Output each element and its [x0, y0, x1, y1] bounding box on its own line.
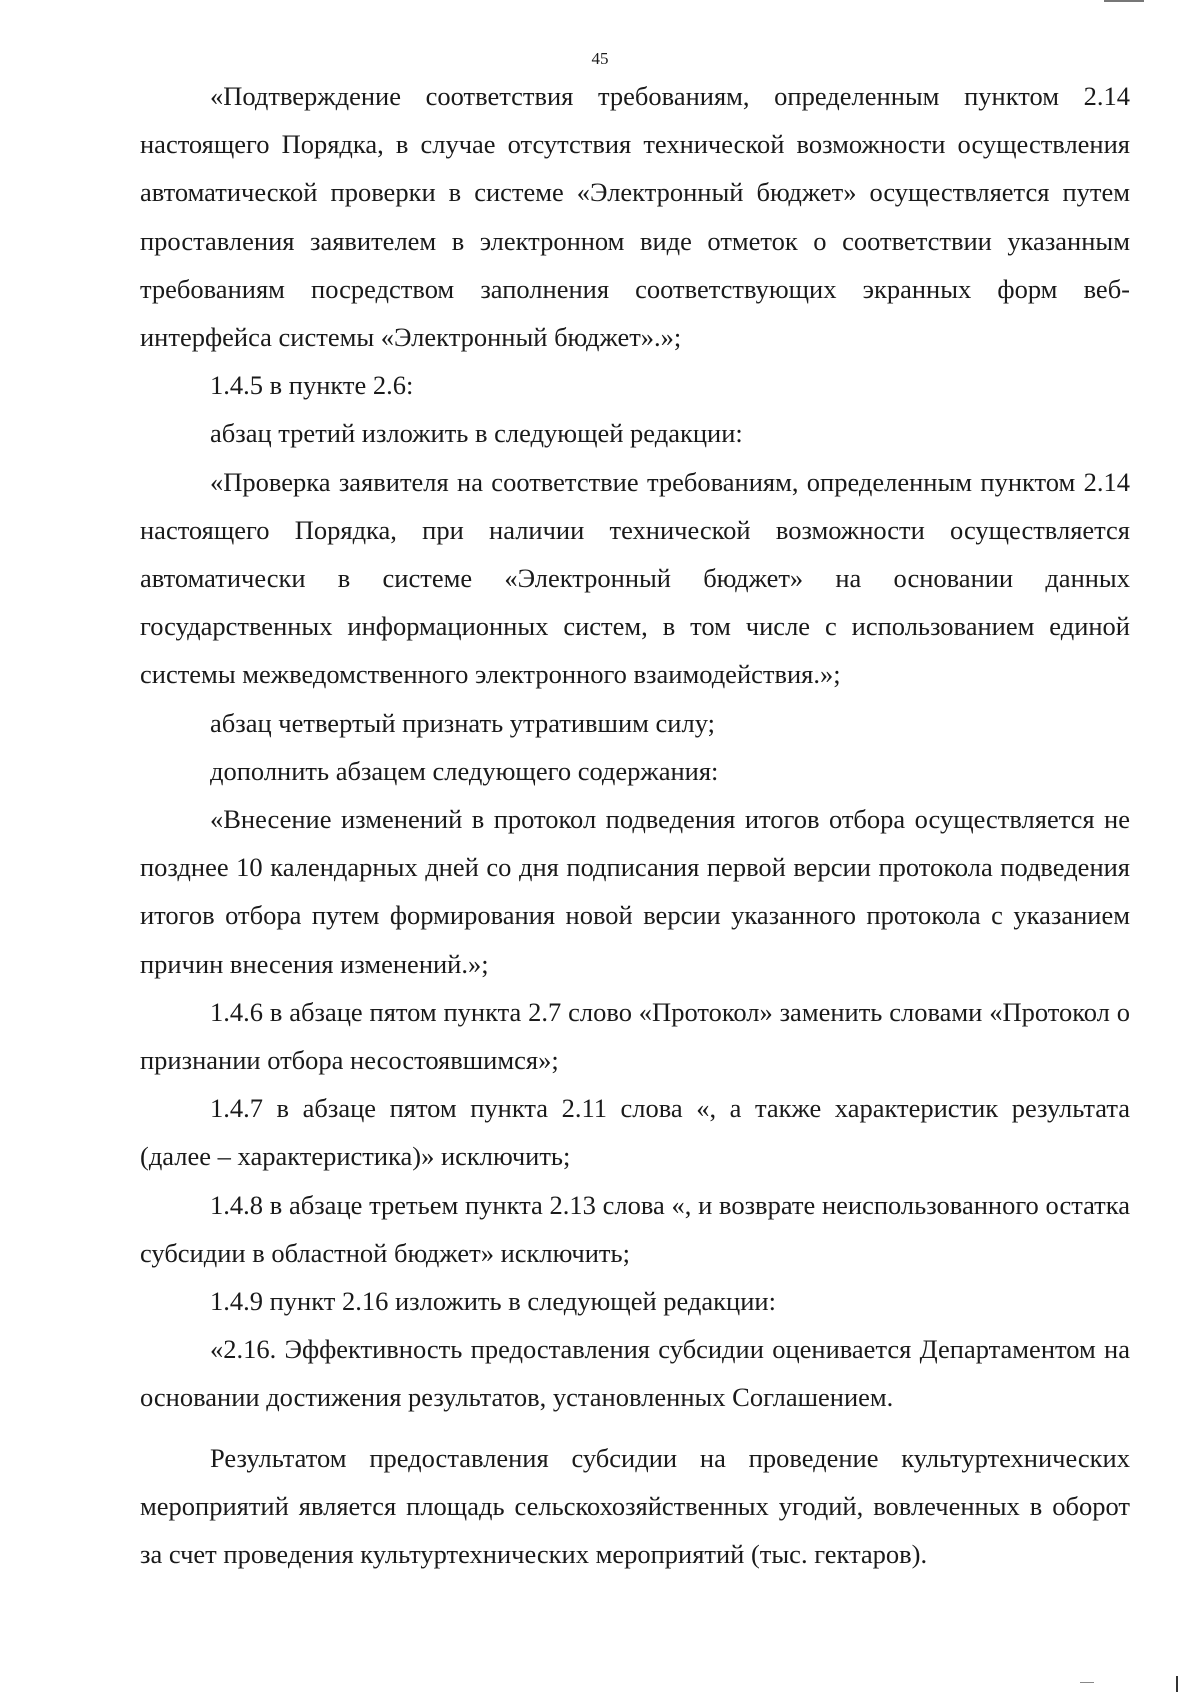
paragraph: Результатом предоставления субсидии на проведение культуртехнических мероприятий является площадь сельскохозяйственных угодий, вовлеченных в оборот за счет проведения культуртехнических мероприятий (тыс. гектаров). — [140, 1442, 1130, 1570]
paragraph: «2.16. Эффективность предоставления субсидии оценивается Департаментом на основании достижения результатов, установленных Соглашением. — [140, 1334, 1130, 1413]
scan-artifact — [1080, 1682, 1094, 1683]
paragraph: «Подтверждение соответствия требованиям, определенным пунктом 2.14 настоящего Порядка, в случае отсутствия технической возможности осуществления автоматической проверки в системе «Электронный бюджет» осуществляется путем проставления заявителем в электронном виде отметок о соответствии указанным требованиям посредством заполнения соответствующих экранных форм веб-интерфейса системы «Электронный бюджет».»; — [140, 81, 1130, 353]
paragraph: «Проверка заявителя на соответствие требованиям, определенным пунктом 2.14 настоящего Порядка, при наличии технической возможности осуществляется автоматически в системе «Электронный бюджет» на основании данных государственных информационных систем, в том числе с использованием единой системы межведомственного электронного взаимодействия.»; — [140, 466, 1130, 690]
paragraph: абзац четвертый признать утратившим силу; — [210, 707, 715, 738]
page-number: 45 — [591, 49, 609, 68]
document-body — [140, 72, 1130, 1578]
paragraph: «Внесение изменений в протокол подведения итогов отбора осуществляется не позднее 10 календарных дней со дня подписания первой версии протокола подведения итогов отбора путем формирования новой версии указанного протокола с указанием причин внесения изменений.»; — [140, 804, 1130, 979]
paragraph: 1.4.7 в абзаце пятом пункта 2.11 слова «, а также характеристик результата (далее – характеристика)» исключить; — [140, 1093, 1130, 1172]
scan-artifact — [1176, 1676, 1178, 1692]
paragraph: 1.4.6 в абзаце пятом пункта 2.7 слово «Протокол» заменить словами «Протокол о признании отбора несостоявшимся»; — [140, 996, 1130, 1076]
paragraph: 1.4.8 в абзаце третьем пункта 2.13 слова «, и возврате неиспользованного остатка субсидии в областной бюджет» исключить; — [140, 1189, 1130, 1268]
paragraph: 1.4.5 в пункте 2.6: — [210, 370, 414, 401]
paragraph: абзац третий изложить в следующей редакции: — [210, 418, 743, 449]
paragraph: дополнить абзацем следующего содержания: — [210, 755, 719, 786]
scan-artifact — [1104, 0, 1144, 2]
paragraph: 1.4.9 пункт 2.16 изложить в следующей редакции: — [210, 1286, 776, 1317]
